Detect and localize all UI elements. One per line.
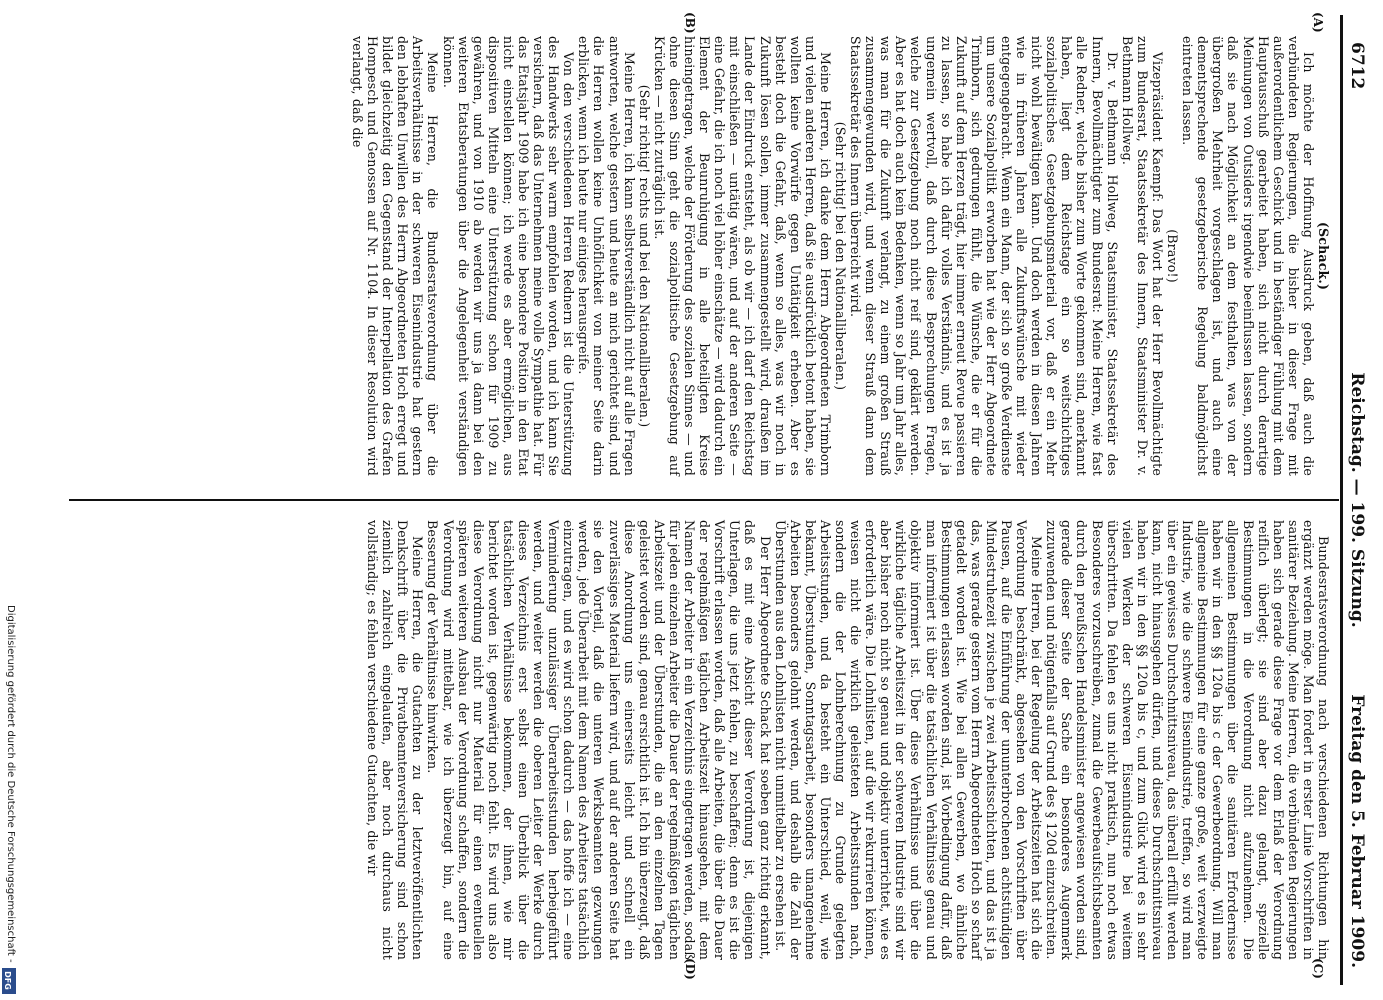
interjection: (Sehr richtig! rechts und bei den Nationalliberalen.) — [636, 84, 652, 428]
digitization-note-text: Digitalisierung gefördert durch die Deutsche Forschungsgemeinschaft - — [5, 605, 16, 963]
paragraph: Meine Herren, ich danke dem Herrn Abgeordneten Trimborn und vielen anderen Herren, daß sie ausdrücklich betont haben, sie wollten keine Vorwürfe gegen Untätigkeit erheben. Aber es besteht doch die Gefahr, daß, wenn so alles, was wir noch in Zukunft lösen sollen, immer zusammengestellt wird, draußen im Lande der Eindruck entsteht, als ob wir — ich darf den Reichstag mit einschließen — untätig wären, und auf der anderen Seite — eine Gefahr, die ich noch viel höher einschätze — wird dadurch ein Element der Beunruhigung in alle beteiligten Kreise hineingetragen, welche der Förderung des sozialen Sinnes — und ohne diesen Sinn geht die sozialpolitische Gesetzgebung auf Krücken — nicht zuträglich ist. — [651, 36, 833, 476]
column-divider — [69, 499, 1339, 501]
paragraph: Bundesratsverordnung nach verschiedenen Richtungen hin ergänzt werden möge. Man fordert in erster Linie Vorschriften in sanitärer Beziehung. Meine Herren, die verbündeten Regierungen haben sich gerade diese Frage vor dem Erlaß der Verordnung reiflich überlegt; sie sind aber dazu gelangt, spezielle Bestimmungen in die Verordnung nicht aufzunehmen. Die allgemeinen Bestimmungen über die sanitären Erfordernisse haben wir in den §§ 120a bis c der Gewerbeordnung. Will man allgemeine Bestimmungen für eine ganze große, weit verzweigte Industrie, wie die schwere Eisenindustrie, treffen, so wird man über ein gewisses Durchschnittsniveau, das überall erfüllt werden kann, nicht hinausgehen dürfen, und dieses Durchschnittsniveau haben wir in den §§ 120a bis c, und zum Glück wird es in sehr vielen Werken der schweren Eisenindustrie bei weitem überschritten. Da fehlen es uns nicht praktisch, nun noch etwas Besonderes vorzuschreiben, zumal die Gewerbeaufsichtsbeamten durch den preußischen Handelsminister angewiesen worden sind, gerade dieser Seite der Sache ein besonderes Augenmerk zuzuwenden und nötigenfalls auf Grund des § 120d einzuschreiten. — [1044, 520, 1331, 960]
paragraph: Meine Herren, bei der Regelung der Arbeitszeiten hat sich die Verordnung beschränkt, abgesehen von den Vorschriften über Pausen, auf die Einführung der ununterbrochenen achtstündigen Mindestruhezeit zwischen je zwei Arbeitsschichten, und das ist ja das, was gerade gestern vom Herrn Abgeordneten Hoch so scharf getadelt worden ist. Wie bei allen Gewerben, wo ähnliche Bestimmungen erlassen worden sind, ist Vorbedingung dafür, daß man informiert ist über die tatsächlichen Verhältnisse genau und objektiv informiert ist. Über diese Verhältnisse und über die wirkliche tägliche Arbeitszeit in der schweren Industrie sind wir aber bisher noch nicht so genau und objektiv unterrichtet, wie es erforderlich wäre. Die Lohnlisten, auf die wir rekurrieren können, weisen nicht die wirklich geleisteten Arbeitsstunden nach, sondern die der Lohnberechnung zu Grunde gelegten Arbeitsstunden, und da besteht ein Unterschied, weil, wie bekannt, Überstunden, Sonntagsarbeit, besonders unangenehme Arbeiten besonders gelohnt werden, und deshalb die Zahl der Überstunden aus den Lohnlisten nicht unmittelbar zu ersehen ist. — [772, 520, 1045, 960]
interjection: (Sehr richtig! bei den Nationalliberalen.) — [833, 121, 848, 391]
margin-letter-a: (A) — [1311, 12, 1325, 33]
margin-letter-d: (D) — [683, 958, 697, 980]
page-content — [63, 0, 1383, 1000]
header-date: Freitag den 5. Februar 1909. — [1347, 694, 1367, 968]
interjection: (Bravo!) — [1165, 229, 1181, 283]
speaker-tag: (Schack.) — [1316, 221, 1331, 291]
left-column — [350, 36, 1331, 476]
page-number: 6712 — [1347, 42, 1367, 90]
page-header — [1339, 22, 1373, 978]
dfg-logo-text: DFG — [2, 971, 12, 990]
margin-letter-b: (B) — [683, 12, 697, 34]
paragraph: Ich möchte der Hoffnung Ausdruck geben, daß auch die verbündeten Regierungen, die bisher in dieser Frage mit außerordentlichem Geschick und in beständiger Fühlung mit dem Hauptausschuß gearbeitet haben, sich nicht durch derartige Meinungen von Outsiders irgendwie beeinflussen lassen, sondern daß sie nach Möglichkeit an dem festhalten, was von der übergroßen Mehrheit vorgeschlagen ist, und auch eine dementsprechende gesetzgeberische Regelung baldmöglichst eintreten lassen. — [1180, 36, 1316, 476]
margin-letter-c: (C) — [1311, 958, 1325, 979]
paragraph: Vizepräsident Kaempf: Das Wort hat der Herr Bevollmächtigte zum Bundesrat, Staatssekretär des Innern, Staatsminister Dr. v. Bethmann Hollweg. — [1119, 36, 1165, 476]
header-title: Reichstag. — 199. Sitzung. — [1347, 372, 1367, 628]
paragraph: Meine Herren, die Bundesratsverordnung über die Arbeitsverhältnisse in der schweren Eisenindustrie hat gestern den lebhaften Unwillen des Herrn Abgeordneten Hoch erregt und bildet gleichzeitig den Gegenstand der Interpellation des Grafen Hompesch und Genossen auf Nr. 1104. In dieser Resolution wird verlangt, daß die — [350, 36, 441, 476]
right-column — [365, 520, 1331, 960]
paragraph: Meine Herren, ich kann selbstverständlich nicht auf alle Fragen antworten, welche gestern und heute an mich gerichtet sind, und die Herren wollen keine Unhöflichkeit von meiner Seite darin erblicken, wenn ich heute nur einiges herausgreife. — [576, 36, 637, 476]
paragraph: Von den verschiedenen Herren Rednern ist die Unterstützung des Handwerks sehr warm empfohlen worden, und ich kann Sie versichern, daß das Unternehmen meine volle Sympathie hat. Für das Etatsjahr 1909 habe ich eine besondere Position in den Etat nicht einstellen können; ich werde es aber ermöglichen, aus dispositiven Mitteln eine Unterstützung schon für 1909 zu gewähren, und von 1910 ab werden wir uns ja dann bei den weiteren Etatsberatungen über die Angelegenheit verständigen können. — [440, 36, 577, 476]
paragraph: Meine Herren, die Gutachten zu der letztveröffentlichten Denkschrift über die Privatbeamtenversicherung sind schon ziemlich zahlreich eingelaufen, aber noch durchaus nicht vollständig; es fehlen verschiedene Gutachten, die wir — [365, 520, 426, 960]
header-rule — [1340, 15, 1343, 985]
paragraph: Dr. v. Bethmann Hollweg, Staatsminister, Staatssekretär des Innern, Bevollmächtigter zum Bundesrat: Meine Herren, wie fast alle Redner, welche bisher zum Worte gekommen sind, anerkannt haben, liegt dem Reichstage ein so weitschichtiges sozialpolitisches Gesetzgebungsmaterial vor, daß er ein Mehr nicht wohl bewältigen kann. Und doch werden in diesen Jahren wie in früheren Jahren alle Zukunftswünsche mit wieder entgegengebracht. Wenn ein Mann, der sich so große Verdienste um unsere Sozialpolitik erworben hat wie der Herr Abgeordnete Trimborn, sich gedrungen fühlt, die Wünsche, die er für die Zukunft auf dem Herzen trägt, hier immer erneut Revue passieren zu lassen, so habe ich dafür volles Verständnis, und es ist ja ungemein wertvoll, daß durch diese Besprechungen Fragen, welche zur Gesetzgebung noch nicht reif sind, geklärt werden. Aber es hat doch auch kein Bedenken, wenn so Jahr um Jahr alles, was man für die Zukunft verlangt, zu einem großen Strauß zusammengewunden wird, und wenn dieser Strauß dann dem Staatssekretär des Innern überreicht wird. — [848, 36, 1120, 476]
paragraph: Der Herr Abgeordnete Schack hat soeben ganz richtig erkannt, daß es mit eine Absicht dieser Verordnung ist, diejenigen Unterlagen, die uns jetzt fehlen, zu beschaffen; denn es ist die Vorschrift erlassen worden, daß alle Arbeiten, die über die Dauer der regelmäßigen täglichen Arbeitszeit hinausgehen, mit dem Namen der Arbeiter in ein Verzeichnis eingetragen werden, sodaß für jeden einzelnen Arbeiter die Dauer der regelmäßigen täglichen Arbeitszeit und der Überstunden, die an den einzelnen Tagen geleistet worden sind, genau ersichtlich ist. Ich bin überzeugt, daß diese Anordnung uns einerseits leicht und schnell ein zuverlässiges Material liefern wird, und auf der anderen Seite hat sie den Vorteil, daß die unteren Werksbeamten gezwungen werden, jede Überarbeit mit dem Namen des Arbeiters tatsächlich einzutragen, und es wird schon dadurch — das hoffe ich — eine Verminderung unzulässiger Überarbeitsstunden herbeigeführt werden, und weiter werden die oberen Leiter der Werke durch dieses Verzeichnis erst selbst einen Überblick über die tatsächlichen Verhältnisse bekommen, der ihnen, wie mir berichtet worden ist, gegenwärtig noch fehlt. Es wird uns also diese Verordnung nicht nur Material für einen eventuellen späteren weiteren Ausbau der Verordnung schaffen, sondern die Verordnung wird mittelbar, wie ich überzeugt bin, auf eine Besserung der Verhältnisse hinwirken. — [425, 520, 773, 960]
digitization-note — [2, 605, 18, 995]
dfg-logo — [2, 968, 16, 994]
